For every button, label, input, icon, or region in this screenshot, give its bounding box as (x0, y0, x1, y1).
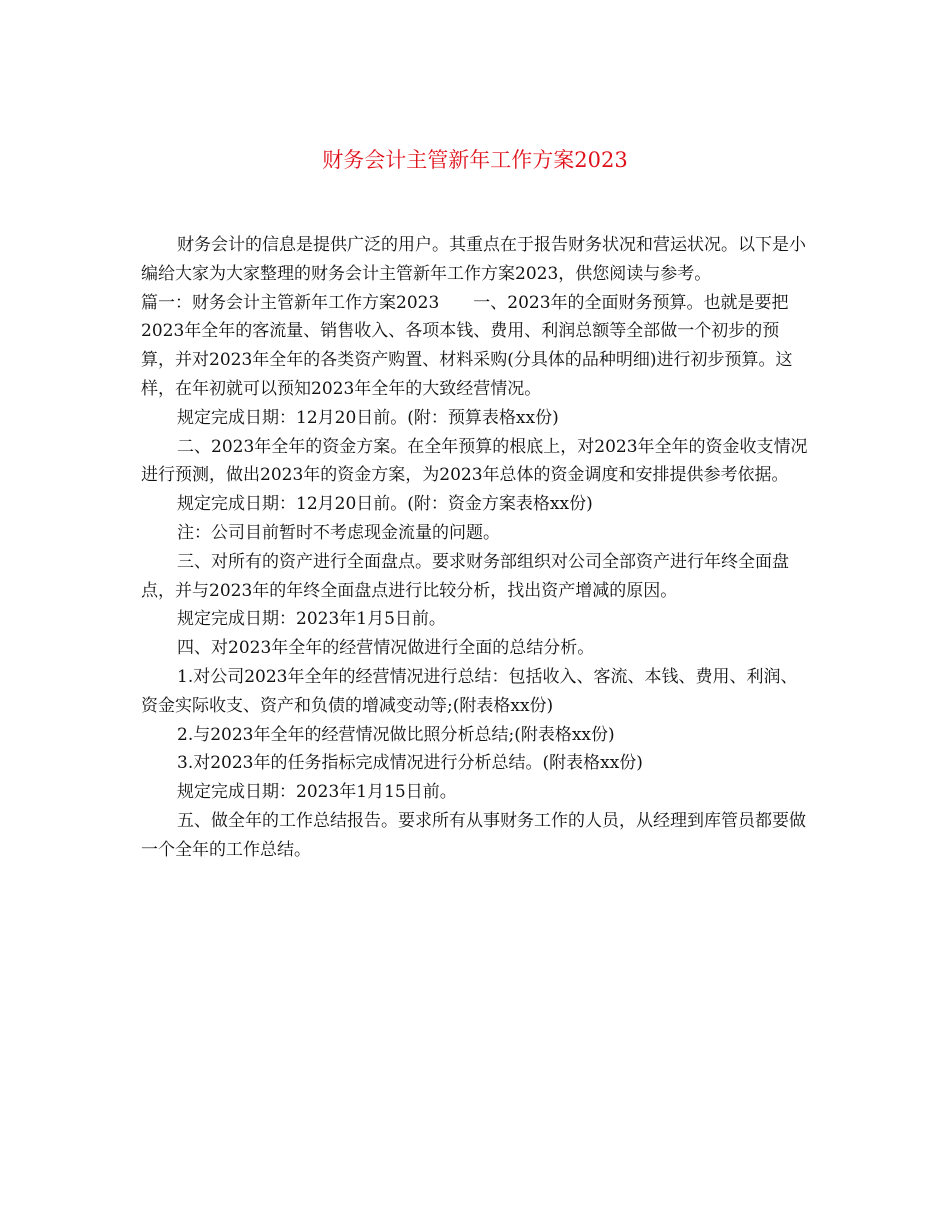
paragraph-deadline-3: 规定完成日期：2023年1月5日前。 (177, 609, 446, 630)
paragraph-item-2: 2.与2023年全年的经营情况做比照分析总结;(附表格xx份) (177, 724, 615, 745)
paragraph-note: 注：公司目前暂时不考虑现金流量的问题。 (177, 522, 500, 543)
paragraph-section-1: 篇一：财务会计主管新年工作方案2023 一、2023年的全面财务预算。也就是要把2023年全年的客流量、销售收入、各项本钱、费用、利润总额等全部做一个初步的预算，并对2023年全年的各类资产购置、材料采购(分具体的品种明细)进行初步预算。这样，在年初就可以预知2023年全年的大致经营情况。 (141, 292, 793, 399)
paragraph-intro: 财务会计的信息是提供广泛的用户。其重点在于报告财务状况和营运状况。以下是小编给大家为大家整理的财务会计主管新年工作方案2023，供您阅读与参考。 (141, 235, 806, 284)
paragraph-section-4: 四、对2023年全年的经营情况做进行全面的总结分析。 (177, 638, 595, 659)
document-title: 财务会计主管新年工作方案2023 (322, 148, 628, 172)
paragraph-item-1: 1.对公司2023年全年的经营情况进行总结：包括收入、客流、本钱、费用、利润、资金实际收支、资产和负债的增减变动等;(附表格xx份) (141, 666, 798, 716)
paragraph-deadline-2: 规定完成日期：12月20日前。(附：资金方案表格xx份) (177, 494, 593, 515)
paragraph-item-3: 3.对2023年的任务指标完成情况进行分析总结。(附表格xx份) (177, 753, 643, 774)
paragraph-section-3: 三、对所有的资产进行全面盘点。要求财务部组织对公司全部资产进行年终全面盘点，并与2023年的年终全面盘点进行比较分析，找出资产增减的原因。 (141, 551, 789, 601)
paragraph-section-2: 二、2023年全年的资金方案。在全年预算的根底上，对2023年全年的资金收支情况进行预测，做出2023年的资金方案，为2023年总体的资金调度和安排提供参考依据。 (141, 436, 808, 486)
paragraph-deadline-4: 规定完成日期：2023年1月15日前。 (177, 782, 457, 803)
paragraph-section-5: 五、做全年的工作总结报告。要求所有从事财务工作的人员，从经理到库管员都要做一个全年的工作总结。 (141, 810, 806, 860)
paragraph-deadline-1: 规定完成日期：12月20日前。(附：预算表格xx份) (177, 407, 559, 428)
document-body (141, 231, 811, 865)
